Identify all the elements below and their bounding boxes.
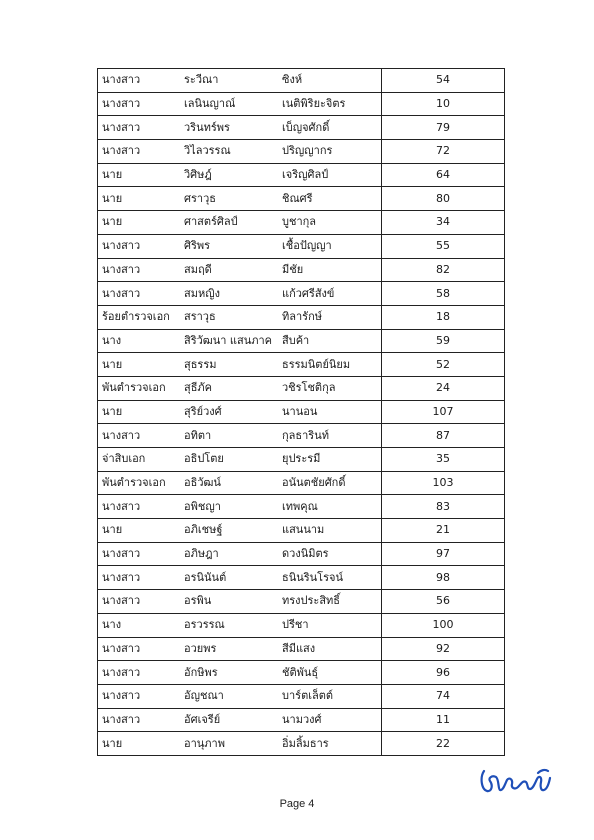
last-name-cell: แก้วศรีสังข์ [278,282,382,306]
last-name-cell: ธนินรินโรจน์ [278,566,382,590]
first-name-cell: อานุภาพ [180,732,278,756]
table-row [98,116,505,140]
name-title-cell: จ่าสิบเอก [98,448,181,472]
score-cell: 97 [382,542,505,566]
first-name-cell: อธิปโตย [180,448,278,472]
score-cell: 87 [382,424,505,448]
last-name-cell: ยุประรมี [278,448,382,472]
last-name-cell: สีมีแสง [278,637,382,661]
last-name-cell: นามวงศ์ [278,708,382,732]
table-row [98,376,505,400]
score-cell: 52 [382,353,505,377]
last-name-cell: เบ็ญจศักดิ์ [278,116,382,140]
last-name-cell: ปรีชา [278,613,382,637]
first-name-cell: วรินทร์พร [180,116,278,140]
last-name-cell: ดวงนิมิตร [278,542,382,566]
name-title-cell: นางสาว [98,566,181,590]
table-row [98,471,505,495]
name-title-cell: พันตำรวจเอก [98,376,181,400]
name-title-cell: ร้อยตำรวจเอก [98,305,181,329]
table-row [98,329,505,353]
first-name-cell: สุธีภัค [180,376,278,400]
name-title-cell: นางสาว [98,140,181,164]
last-name-cell: ชัติพันธุ์ [278,661,382,685]
last-name-cell: ซิงห์ [278,69,382,93]
score-cell: 74 [382,684,505,708]
score-cell: 11 [382,708,505,732]
name-title-cell: นางสาว [98,92,181,116]
last-name-cell: ปริญญากร [278,140,382,164]
last-name-cell: สืบค้า [278,329,382,353]
first-name-cell: อรนินันต์ [180,566,278,590]
first-name-cell: วิศิษฎ์ [180,163,278,187]
last-name-cell: วชิรโชติกุล [278,376,382,400]
table-row [98,613,505,637]
first-name-cell: สมหญิง [180,282,278,306]
name-title-cell: นางสาว [98,234,181,258]
last-name-cell: นานอน [278,400,382,424]
name-title-cell: นางสาว [98,684,181,708]
table-row [98,708,505,732]
name-title-cell: นางสาว [98,424,181,448]
table-row [98,234,505,258]
score-cell: 59 [382,329,505,353]
table-row [98,637,505,661]
first-name-cell: ศราวุธ [180,187,278,211]
name-title-cell: นางสาว [98,661,181,685]
score-cell: 58 [382,282,505,306]
last-name-cell: อนันตชัยศักดิ์ [278,471,382,495]
name-title-cell: นางสาว [98,495,181,519]
last-name-cell: ทิลารักษ์ [278,305,382,329]
last-name-cell: เจริญศิลป์ [278,163,382,187]
last-name-cell: เทพคุณ [278,495,382,519]
table-row [98,542,505,566]
first-name-cell: อรพิน [180,590,278,614]
first-name-cell: สิริวัฒนา แสนภาค [180,329,278,353]
first-name-cell: อักษิพร [180,661,278,685]
score-cell: 55 [382,234,505,258]
name-title-cell: นาย [98,519,181,543]
table-row [98,424,505,448]
handwritten-signature [478,763,556,797]
name-title-cell: พันตำรวจเอก [98,471,181,495]
score-cell: 56 [382,590,505,614]
first-name-cell: สมฤดี [180,258,278,282]
score-cell: 107 [382,400,505,424]
last-name-cell: มีชัย [278,258,382,282]
last-name-cell: บาร์ตเล็ตต์ [278,684,382,708]
name-title-cell: นางสาว [98,69,181,93]
name-title-cell: นางสาว [98,708,181,732]
first-name-cell: อวยพร [180,637,278,661]
first-name-cell: อภิเชษฐ์ [180,519,278,543]
table-row [98,211,505,235]
score-cell: 82 [382,258,505,282]
table-row [98,187,505,211]
name-title-cell: นางสาว [98,116,181,140]
table-row [98,732,505,756]
score-cell: 98 [382,566,505,590]
table-row [98,448,505,472]
last-name-cell: ธรรมนิตย์นิยม [278,353,382,377]
last-name-cell: กุลธารินท์ [278,424,382,448]
score-cell: 35 [382,448,505,472]
table-row [98,92,505,116]
name-title-cell: นาย [98,400,181,424]
name-title-cell: นางสาว [98,637,181,661]
name-title-cell: นาย [98,211,181,235]
name-title-cell: นาง [98,613,181,637]
first-name-cell: อธิวัฒน์ [180,471,278,495]
first-name-cell: สุริย์วงศ์ [180,400,278,424]
name-title-cell: นาย [98,353,181,377]
score-cell: 72 [382,140,505,164]
table-row [98,495,505,519]
table-row [98,282,505,306]
first-name-cell: สราวุธ [180,305,278,329]
page-number: Page 4 [279,798,315,810]
table-row [98,400,505,424]
last-name-cell: ทรงประสิทธิ์ [278,590,382,614]
name-title-cell: นางสาว [98,282,181,306]
score-cell: 54 [382,69,505,93]
table-row [98,661,505,685]
first-name-cell: อภิษฎา [180,542,278,566]
score-cell: 103 [382,471,505,495]
first-name-cell: อรวรรณ [180,613,278,637]
last-name-cell: แสนนาม [278,519,382,543]
name-title-cell: นาย [98,163,181,187]
first-name-cell: วิไลวรรณ [180,140,278,164]
name-list-body [98,69,505,756]
first-name-cell: สุธรรม [180,353,278,377]
name-title-cell: นาย [98,732,181,756]
first-name-cell: อัญชณา [180,684,278,708]
last-name-cell: เนติพิริยะจิตร [278,92,382,116]
score-cell: 18 [382,305,505,329]
table-row [98,69,505,93]
score-cell: 96 [382,661,505,685]
table-row [98,684,505,708]
first-name-cell: อพิชญา [180,495,278,519]
first-name-cell: ระวีณา [180,69,278,93]
score-cell: 83 [382,495,505,519]
table-row [98,258,505,282]
name-title-cell: นางสาว [98,542,181,566]
table-row [98,140,505,164]
table-row [98,353,505,377]
name-title-cell: นางสาว [98,590,181,614]
table-row [98,566,505,590]
last-name-cell: บูชากุล [278,211,382,235]
first-name-cell: อทิตา [180,424,278,448]
last-name-cell: ชิณศรี [278,187,382,211]
name-title-cell: นางสาว [98,258,181,282]
last-name-cell: เชื้อปัญญา [278,234,382,258]
score-cell: 24 [382,376,505,400]
name-list-table [97,68,505,756]
name-title-cell: นาย [98,187,181,211]
score-cell: 64 [382,163,505,187]
score-cell: 100 [382,613,505,637]
score-cell: 80 [382,187,505,211]
score-cell: 34 [382,211,505,235]
score-cell: 10 [382,92,505,116]
first-name-cell: อัศเจรีย์ [180,708,278,732]
table-row [98,590,505,614]
first-name-cell: ศิริพร [180,234,278,258]
first-name-cell: ศาสตร์ศิลป์ [180,211,278,235]
first-name-cell: เลนินญาณ์ [180,92,278,116]
table-row [98,163,505,187]
table-row [98,305,505,329]
name-title-cell: นาง [98,329,181,353]
table-row [98,519,505,543]
score-cell: 92 [382,637,505,661]
score-cell: 21 [382,519,505,543]
score-cell: 22 [382,732,505,756]
score-cell: 79 [382,116,505,140]
last-name-cell: อิ่มลิ้มธาร [278,732,382,756]
